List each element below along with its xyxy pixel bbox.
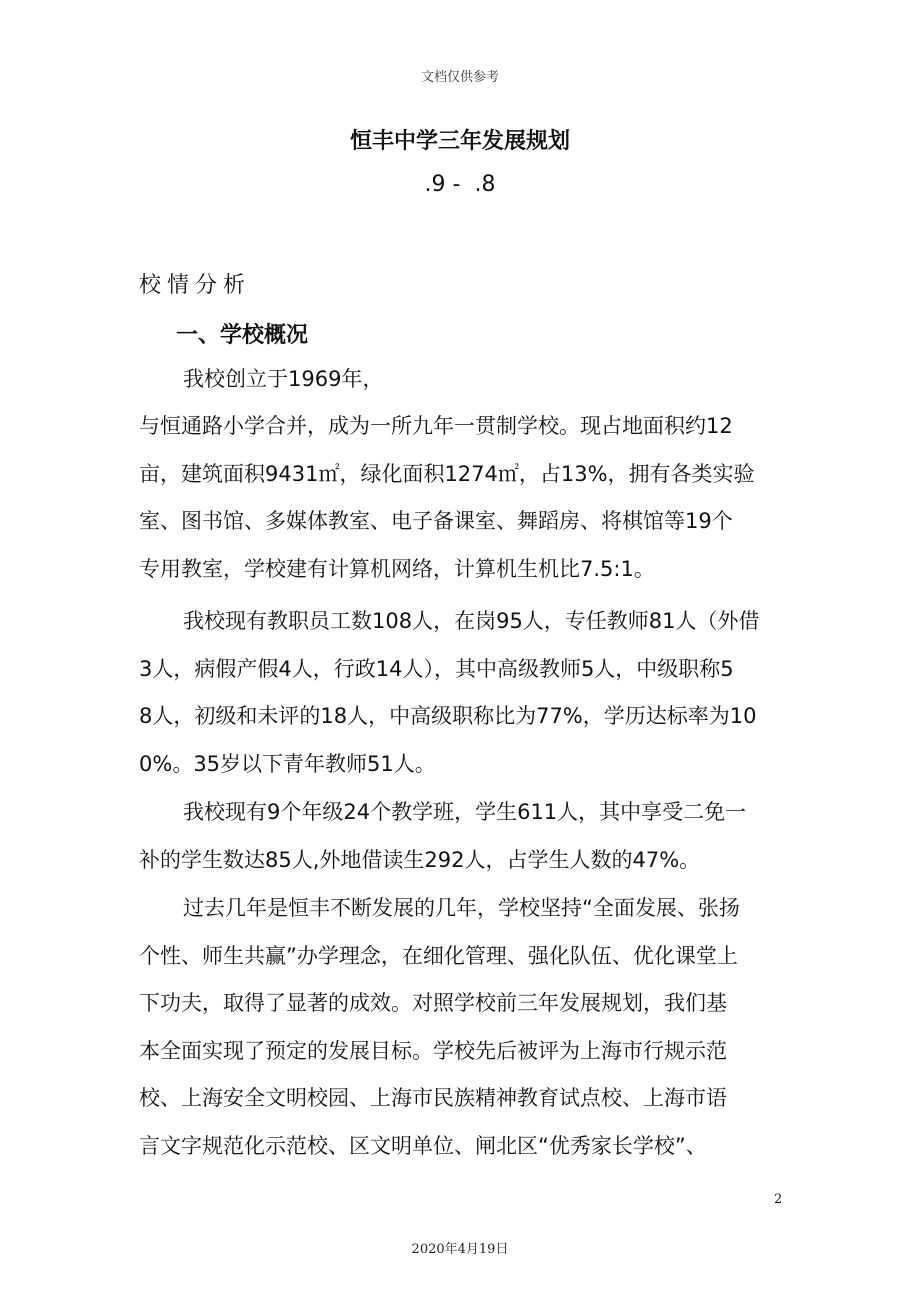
text-line: 补的学生数达85人,外地借读生292人，占学生人数的47%。 (139, 847, 701, 872)
subsection-heading: 一、学校概况 (176, 323, 309, 348)
text-line: 我校现有9个年级24个教学班，学生611人，其中享受二免一 (183, 800, 747, 824)
text-line: 与恒通路小学合并，成为一所九年一贯制学校。现占地面积约12 (139, 414, 733, 438)
header-note: 文档仅供参考 (420, 70, 499, 85)
paragraph-founding (139, 356, 779, 404)
text-line: 我校现有教职员工数108人，在岗95人，专任教师81人（外借 (183, 609, 760, 633)
paragraph-students (139, 789, 779, 884)
text-line: 室、图书馆、多媒体教室、电子备课室、舞蹈房、将棋馆等19个 (139, 509, 733, 533)
section-heading: 校情分析 (139, 273, 252, 298)
text-line: 个性、师生共赢”办学理念，在细化管理、强化队伍、优化课堂上 (139, 943, 738, 968)
text-line: 亩，建筑面积9431㎡，绿化面积1274㎡，占13%，拥有各类实验 (139, 461, 755, 486)
paragraph-development (139, 885, 779, 1170)
paragraph-campus (139, 403, 779, 593)
footer-date: 2020年4月19日 (411, 1242, 509, 1257)
text-line: 专用教室，学校建有计算机网络，计算机生机比7.5:1。 (139, 556, 655, 581)
text-line: 0%。35岁以下青年教师51人。 (139, 751, 436, 776)
document-subtitle: .9 - .8 (424, 172, 496, 197)
text-line: 本全面实现了预定的发展目标。学校先后被评为上海市行规示范 (139, 1038, 727, 1063)
text-line: 我校创立于1969年， (183, 367, 384, 391)
page-number: 2 (774, 1192, 783, 1207)
text-line: 8人，初级和未评的18人，中高级职称比为77%，学历达标率为10 (139, 704, 757, 728)
text-line: 下功夫，取得了显著的成效。对照学校前三年发展规划，我们基 (139, 991, 727, 1015)
text-line: 3人，病假产假4人，行政14人），其中高级教师5人，中级职称5 (139, 656, 734, 681)
paragraph-staff (139, 598, 779, 788)
text-line: 言文字规范化示范校、区文明单位、闸北区“优秀家长学校”、 (139, 1133, 707, 1158)
document-title: 恒丰中学三年发展规划 (349, 129, 570, 154)
text-line: 过去几年是恒丰不断发展的几年，学校坚持“全面发展、张扬 (183, 896, 740, 920)
text-line: 校、上海安全文明校园、上海市民族精神教育试点校、上海市语 (139, 1086, 727, 1110)
